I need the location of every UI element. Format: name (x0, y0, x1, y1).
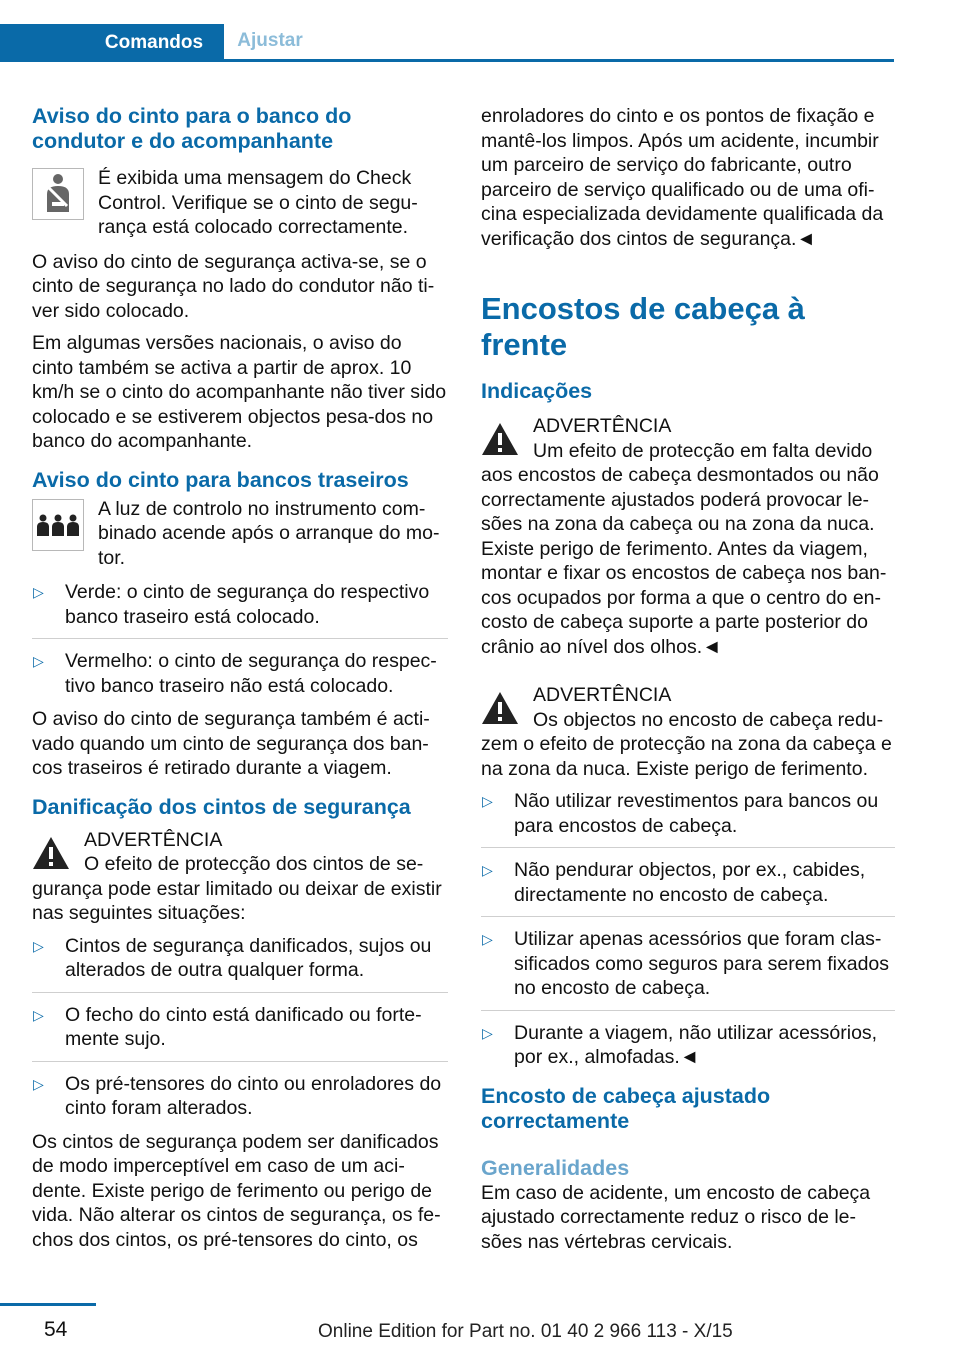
divider (32, 1061, 448, 1062)
heading-front-headrests: Encostos de cabeça à frente (481, 291, 805, 362)
warning-text: Os objectos no encosto de cabeça redu-zem o efeito de protecção na zona da cabeça e na zona da nuca. Existe perigo de ferimento. (481, 708, 892, 780)
bullet-icon: ▷ (33, 1075, 44, 1092)
divider (481, 847, 895, 848)
paragraph-driver-belt: O aviso do cinto de segurança activa-se, se o cinto de segurança no lado do condutor não ti-ver sido colocado. (32, 250, 435, 322)
divider (32, 638, 448, 639)
list-item: ▷ Vermelho: o cinto de segurança do respec-tivo banco traseiro não está colocado. (33, 650, 437, 697)
list-item: ▷ Os pré-tensores do cinto ou enroladores do cinto foram alterados. (33, 1072, 442, 1119)
driver-warning-block (32, 166, 448, 240)
bullet-icon: ▷ (482, 1024, 493, 1041)
paragraph-rear-belt-removed: O aviso do cinto de segurança também é acti-vado quando um cinto de segurança dos ban-cos traseiros é retirado durante a viagem. (32, 708, 430, 779)
warning-block-headrest-2 (481, 683, 895, 781)
footer-edition: Online Edition for Part no. 01 40 2 966 113 - X/15 (318, 1321, 733, 1342)
list-item: ▷ Não utilizar revestimentos para bancos ou para encostos de cabeça. (482, 790, 879, 837)
list-item: ▷ Utilizar apenas acessórios que foram clas-sificados como seguros para serem fixados no encosto de cabeça. (482, 928, 890, 999)
warning-block-damage (32, 828, 448, 926)
list-item: ▷ Durante a viagem, não utilizar acessórios, por ex., almofadas.◄ (482, 1021, 878, 1068)
warning-triangle-icon (481, 417, 519, 461)
rear-warning-block (32, 497, 448, 571)
seatbelt-person-icon (32, 168, 84, 220)
damage-list (32, 934, 448, 1121)
warning-title: ADVERTÊNCIA (533, 415, 672, 437)
heading-rear-belt-warning: Aviso do cinto para bancos traseiros (32, 467, 409, 492)
bullet-icon: ▷ (33, 653, 44, 669)
paragraph-continued: enroladores do cinto e os pontos de fixação e mantê-los limpos. Após um acidente, incumbir um parceiro de serviço do fabricante, outro parceiro de serviço qualificado ou de uma ofi-cina especializada devidamente qualificada da verificação dos cintos de segurança.◄ (481, 105, 884, 250)
heading-headrest-adjusted: Encosto de cabeça ajustado correctamente (481, 1083, 771, 1133)
headrest-items-list (481, 789, 895, 1070)
rear-warning-text: A luz de controlo no instrumento com-binado acende após o arranque do mo-tor. (98, 497, 440, 569)
list-item: ▷ Não pendurar objectos, por ex., cabides, directamente no encosto de cabeça. (482, 859, 866, 906)
heading-generalidades: Generalidades (481, 1155, 630, 1180)
bullet-icon: ▷ (33, 937, 44, 954)
divider (481, 916, 895, 917)
heading-belt-damage: Danificação dos cintos de segurança (32, 794, 411, 819)
warning-text: Um efeito de protecção em falta devido aos encostos de cabeça desmontados ou não correctamente ajustados poderá provocar le-sões na zona da cabeça ou na zona da nuca. Existe perigo de ferimento. Antes da viagem, montar e fixar os encostos de cabeça nos ban-cos ocupados por forma a que o centro do en-costo de cabeça suporte a parte posterior do crânio ao nível dos olhos.◄ (481, 439, 887, 658)
top-tab-bar (0, 24, 894, 62)
right-column (481, 104, 895, 1262)
bullet-icon: ▷ (33, 1006, 44, 1023)
tab-bar-underline (0, 59, 894, 62)
paragraph-damage-info: Os cintos de segurança podem ser danificados de modo imperceptível em caso de um aci-dente. Existe perigo de ferimento ou perigo de vida. Não alterar os cintos de segurança, os fe-chos dos cintos, os pré-tensores do cinto, os (32, 1130, 441, 1251)
bullet-icon: ▷ (33, 584, 44, 600)
rear-belt-status-list (32, 580, 448, 698)
tab-ajustar[interactable]: Ajustar (237, 30, 303, 52)
warning-triangle-icon (481, 686, 519, 730)
warning-text: O efeito de protecção dos cintos de se-gurança pode estar limitado ou deixar de existir nas seguintes situações: (32, 853, 442, 924)
page-number-rule (0, 1303, 96, 1306)
warning-triangle-icon (32, 831, 70, 875)
list-item: ▷ Verde: o cinto de segurança do respectivo banco traseiro está colocado. (33, 581, 430, 628)
bullet-icon: ▷ (482, 931, 493, 947)
driver-warning-text: É exibida uma mensagem do Check Control. Verifique se o cinto de segu-rança está colocado correctamente. (98, 167, 418, 238)
divider (32, 992, 448, 993)
left-column (32, 104, 448, 1260)
paragraph-general: Em caso de acidente, um encosto de cabeça ajustado correctamente reduz o risco de le-sões nas vértebras cervicais. (481, 1181, 871, 1253)
bullet-icon: ▷ (482, 793, 493, 809)
warning-title: ADVERTÊNCIA (533, 684, 672, 706)
warning-block-headrest-1 (481, 414, 895, 659)
list-item: ▷ O fecho do cinto está danificado ou forte-mente sujo. (33, 1003, 422, 1050)
page-number: 54 (44, 1318, 68, 1341)
list-item: ▷ Cintos de segurança danificados, sujos ou alterados de outra qualquer forma. (33, 934, 432, 981)
rear-seats-icon (32, 499, 84, 551)
divider (481, 1010, 895, 1011)
tab-comandos[interactable]: Comandos (0, 24, 224, 62)
paragraph-passenger-belt: Em algumas versões nacionais, o aviso do cinto também se activa a partir de aprox. 10 km/h se o cinto do acompanhante não tiver sido colocado e se estiverem objectos pesa-dos no banco do acompanhante. (32, 332, 447, 452)
heading-driver-belt-warning: Aviso do cinto para o banco do condutor e do acompanhante (32, 104, 352, 153)
heading-indicacoes: Indicações (481, 379, 593, 403)
bullet-icon: ▷ (482, 862, 493, 878)
warning-title: ADVERTÊNCIA (84, 828, 223, 851)
